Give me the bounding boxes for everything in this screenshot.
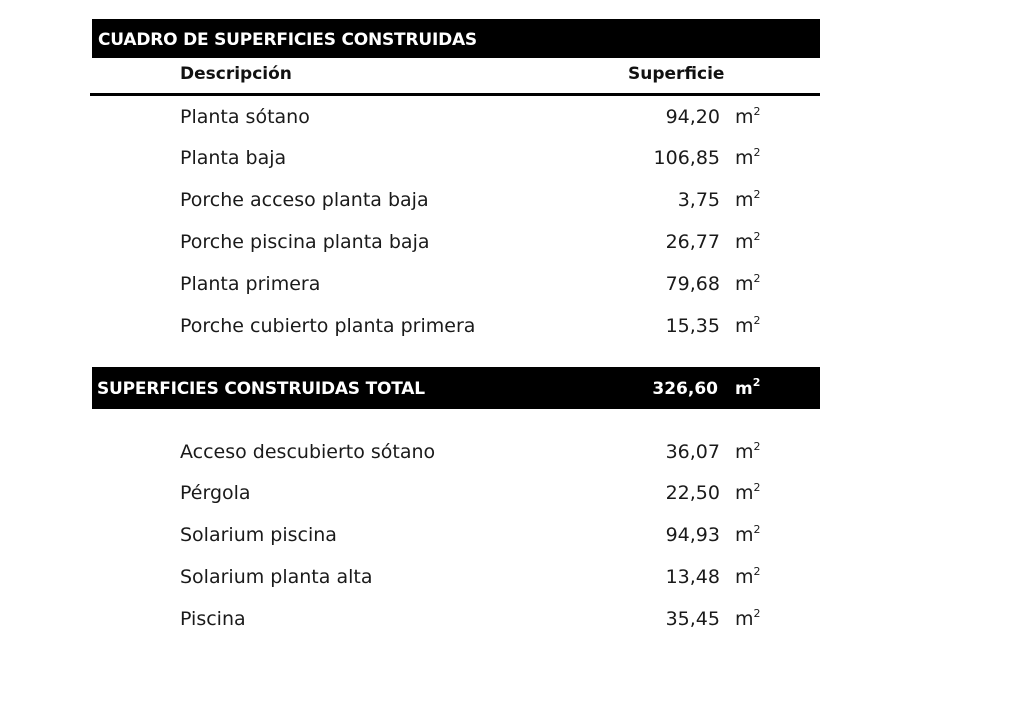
row-unit: $m^2$ (735, 523, 761, 546)
row-value: 94,20 (665, 106, 720, 128)
row-unit: $m^2$ (735, 272, 761, 295)
table-row (0, 524, 1024, 554)
row-value: 15,35 (665, 315, 720, 337)
row-unit: $m^2$ (735, 314, 761, 337)
row-value: 26,77 (665, 231, 720, 253)
total-bar (92, 367, 820, 409)
row-description: Planta baja (180, 147, 287, 169)
row-value: 3,75 (677, 189, 720, 211)
row-description: Acceso descubierto sótano (180, 441, 436, 463)
table-row (0, 315, 1024, 345)
row-unit: $m^2$ (735, 146, 761, 169)
column-header-row (0, 64, 1024, 92)
row-description: Piscina (180, 608, 246, 630)
table-row (0, 608, 1024, 638)
row-value: 13,48 (665, 566, 720, 588)
table-row (0, 482, 1024, 512)
row-description: Pérgola (180, 482, 251, 504)
row-description: Solarium piscina (180, 524, 337, 546)
total-unit: $m^2$ (735, 376, 761, 399)
table-row (0, 106, 1024, 136)
table-row (0, 441, 1024, 471)
row-description: Porche acceso planta baja (180, 189, 429, 211)
table-title-bar (92, 19, 820, 58)
row-unit: $m^2$ (735, 481, 761, 504)
column-header-description: Descripción (180, 64, 292, 84)
total-label: SUPERFICIES CONSTRUIDAS TOTAL (97, 379, 425, 399)
total-value: 326,60 (652, 379, 718, 399)
row-unit: $m^2$ (735, 105, 761, 128)
table-row (0, 147, 1024, 177)
row-description: Planta sótano (180, 106, 310, 128)
table-title: CUADRO DE SUPERFICIES CONSTRUIDAS (98, 30, 477, 50)
row-value: 94,93 (665, 524, 720, 546)
row-unit: $m^2$ (735, 607, 761, 630)
row-value: 79,68 (665, 273, 720, 295)
table-row (0, 231, 1024, 261)
row-unit: $m^2$ (735, 565, 761, 588)
row-unit: $m^2$ (735, 230, 761, 253)
row-unit: $m^2$ (735, 188, 761, 211)
row-description: Porche cubierto planta primera (180, 315, 476, 337)
row-value: 22,50 (665, 482, 720, 504)
column-header-surface: Superficie (628, 64, 725, 84)
row-value: 36,07 (665, 441, 720, 463)
row-description: Porche piscina planta baja (180, 231, 430, 253)
header-divider (90, 93, 820, 96)
row-value: 35,45 (665, 608, 720, 630)
table-row (0, 273, 1024, 303)
row-description: Planta primera (180, 273, 321, 295)
row-description: Solarium planta alta (180, 566, 373, 588)
row-value: 106,85 (653, 147, 720, 169)
table-row (0, 566, 1024, 596)
row-unit: $m^2$ (735, 440, 761, 463)
table-row (0, 189, 1024, 219)
